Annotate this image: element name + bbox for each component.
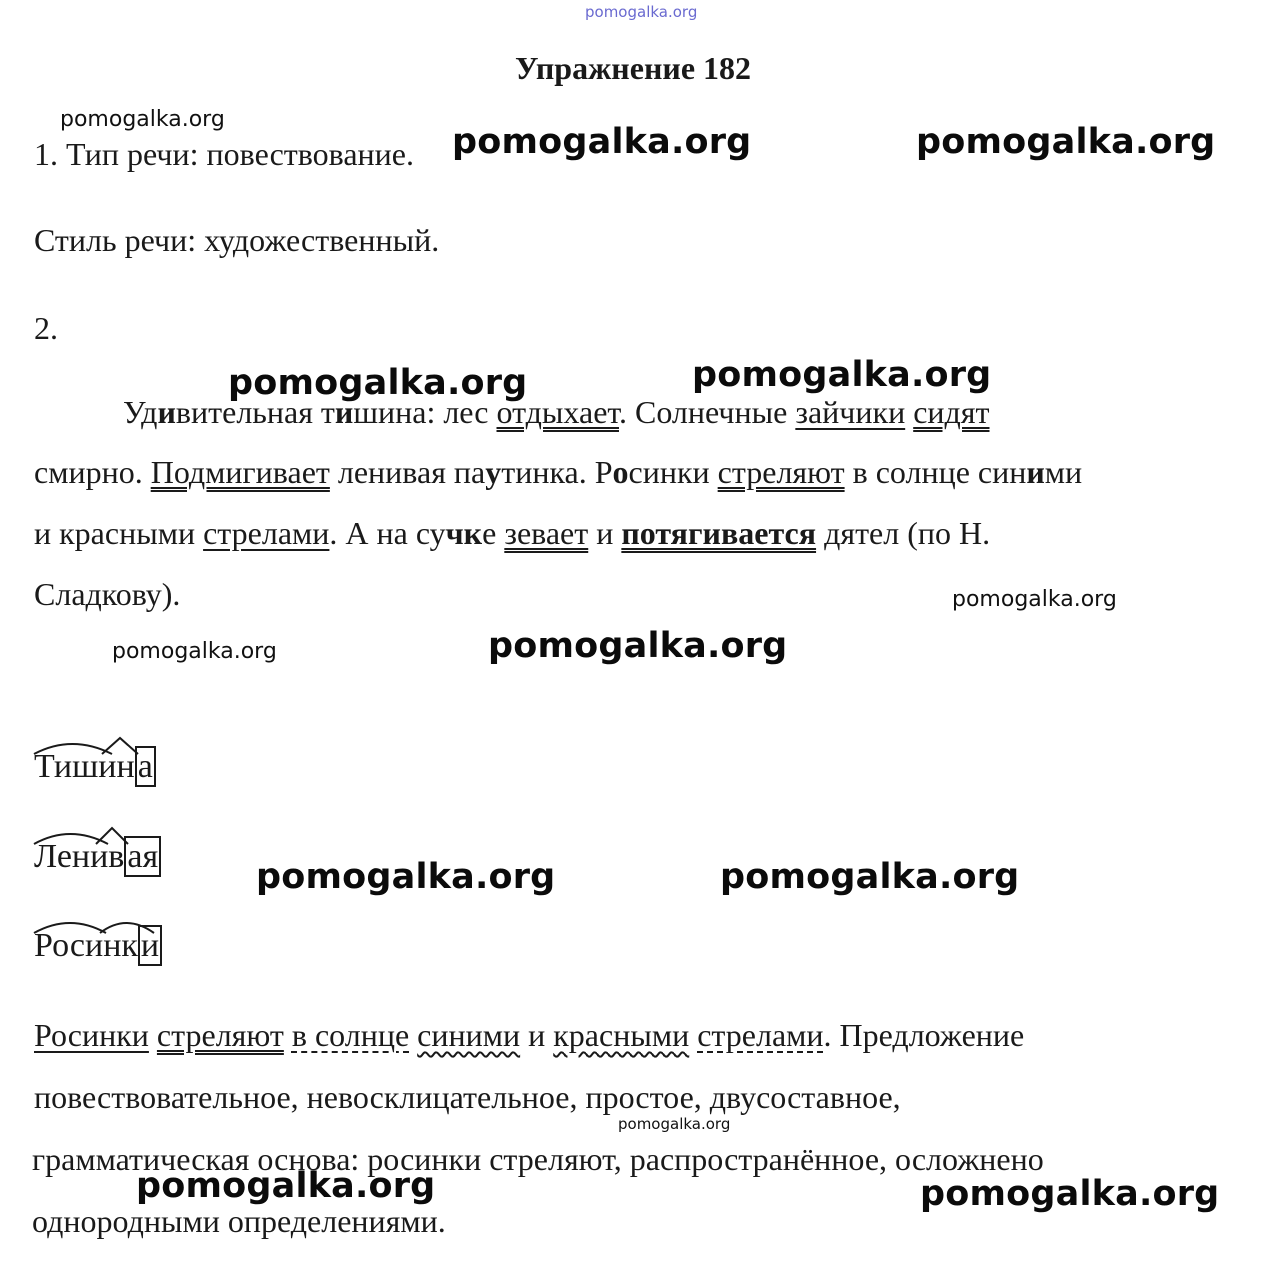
watermark: pomogalka.org [228, 363, 528, 403]
watermark: pomogalka.org [618, 1115, 731, 1133]
text-line-2: смирно. Подмигивает ленивая паутинка. Росинки стреляют в солнце синими [34, 454, 1083, 490]
morpheme-word-2: Ленивая [34, 838, 161, 876]
predicate: сидят [913, 394, 990, 430]
text-line-4: Сладкову). [34, 576, 181, 612]
predicate: стреляют [717, 454, 845, 490]
watermark-top: pomogalka.org [585, 3, 698, 21]
morpheme-arcs-3 [30, 915, 180, 937]
ending-box: а [135, 746, 156, 787]
page-title: Упражнение 182 [515, 50, 752, 86]
watermark: pomogalka.org [452, 122, 752, 162]
item-number: 2. [34, 310, 58, 346]
predicate: потягивается [621, 515, 817, 551]
morpheme-arcs-1 [30, 736, 170, 758]
watermark: pomogalka.org [920, 1174, 1220, 1214]
predicate: отдыхает [496, 394, 619, 430]
analysis-line-2: повествовательное, невосклицательное, простое, двусоставное, [34, 1079, 901, 1115]
analysis-line-1: Росинки стреляют в солнце синими и красными стрелами. Предложение [34, 1017, 1025, 1053]
morpheme-word-3: Росинки [34, 927, 162, 965]
speech-type: 1. Тип речи: повествование. [34, 136, 414, 172]
watermark: pomogalka.org [720, 857, 1020, 897]
adverbial: в солнце [291, 1017, 410, 1053]
watermark: pomogalka.org [112, 639, 277, 664]
attribute: синими [417, 1017, 521, 1053]
watermark: pomogalka.org [136, 1166, 436, 1206]
speech-style: Стиль речи: художественный. [34, 222, 440, 258]
watermark: pomogalka.org [488, 626, 788, 666]
predicate: стреляют [156, 1017, 284, 1053]
subject: зайчики [795, 394, 906, 430]
analysis-line-3: грамматическая основа: росинки стреляют, распространённое, осложнено [32, 1141, 1044, 1177]
morpheme-word-1: Тишина [34, 748, 156, 786]
ending-box: и [138, 925, 162, 966]
watermark: pomogalka.org [60, 107, 225, 132]
watermark: pomogalka.org [916, 122, 1216, 162]
watermark: pomogalka.org [952, 587, 1117, 612]
object: стрелами [697, 1017, 824, 1053]
morpheme-arcs-2 [30, 826, 170, 848]
attribute: красными [553, 1017, 690, 1053]
predicate: Подмигивает [150, 454, 330, 490]
predicate: зевает [504, 515, 589, 551]
text-line-3: и красными стрелами. А на сучке зевает и потягивается дятел (по Н. [34, 515, 991, 551]
text-line-1: Удивительная тишина: лес отдыхает. Солнечные зайчики сидят [123, 394, 990, 430]
watermark: pomogalka.org [256, 857, 556, 897]
object: стрелами [203, 515, 330, 551]
subject: Росинки [34, 1017, 149, 1053]
analysis-line-4: однородными определениями. [32, 1203, 446, 1239]
ending-box: ая [124, 836, 161, 877]
watermark: pomogalka.org [692, 355, 992, 395]
